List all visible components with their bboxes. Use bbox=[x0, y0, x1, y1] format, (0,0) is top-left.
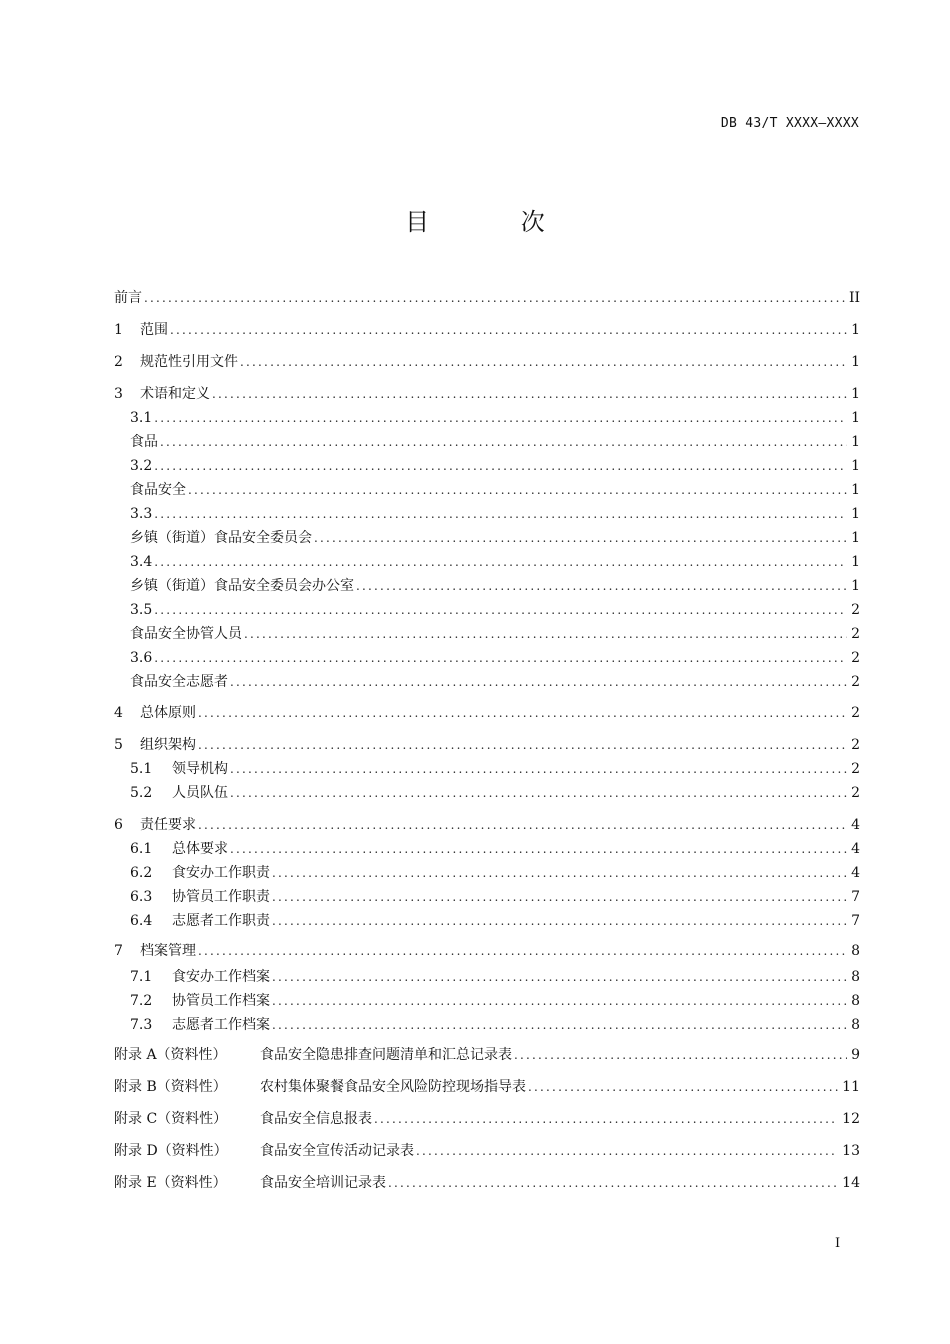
toc-leader-dots bbox=[314, 528, 847, 548]
toc-entry-label: 组织架构 bbox=[140, 737, 196, 753]
toc-entry-label: 食品安全志愿者 bbox=[130, 674, 228, 690]
toc-leader-dots bbox=[230, 672, 847, 692]
toc-entry[interactable] bbox=[130, 783, 860, 803]
toc-leader-dots bbox=[198, 735, 847, 755]
toc-leader-dots bbox=[170, 320, 847, 340]
toc-entry-number: 附录 A（资料性） bbox=[114, 1047, 227, 1063]
toc-leader-dots bbox=[388, 1173, 838, 1193]
toc-entry-label: 3.3 bbox=[130, 506, 153, 522]
toc-entry-number: 7.3 bbox=[130, 1017, 153, 1033]
toc-entry-page: 1 bbox=[851, 434, 860, 450]
toc-entry-label: 前言 bbox=[114, 290, 142, 306]
toc-entry[interactable] bbox=[130, 552, 860, 572]
toc-entry-label: 食品安全培训记录表 bbox=[260, 1175, 386, 1191]
toc-entry-page: 1 bbox=[851, 554, 860, 570]
toc-entry[interactable] bbox=[130, 967, 860, 987]
toc-entry-label: 乡镇（街道）食品安全委员会 bbox=[130, 530, 312, 546]
toc-entry-label: 协管员工作职责 bbox=[172, 889, 270, 905]
toc-leader-dots bbox=[240, 352, 847, 372]
toc-leader-dots bbox=[272, 967, 847, 987]
toc-entry-number: 3 bbox=[114, 386, 123, 402]
toc-entry-label: 食品 bbox=[130, 434, 158, 450]
toc-entry-page: 1 bbox=[851, 506, 860, 522]
toc-leader-dots bbox=[188, 480, 847, 500]
toc-entry-page: 12 bbox=[842, 1111, 860, 1127]
toc-entry-number: 6.1 bbox=[130, 841, 153, 857]
toc-entry-label: 总体要求 bbox=[172, 841, 228, 857]
toc-entry[interactable] bbox=[114, 1173, 860, 1193]
toc-leader-dots bbox=[272, 863, 847, 883]
toc-entry[interactable] bbox=[114, 735, 860, 755]
toc-entry-page: 8 bbox=[851, 943, 860, 959]
toc-entry[interactable] bbox=[114, 1141, 860, 1161]
toc-entry-page: 1 bbox=[851, 354, 860, 370]
toc-entry-page: 4 bbox=[851, 841, 860, 857]
toc-leader-dots bbox=[198, 815, 847, 835]
toc-entry-label: 食品安全 bbox=[130, 482, 186, 498]
toc-leader-dots bbox=[272, 911, 847, 931]
toc-entry-label: 总体原则 bbox=[140, 705, 196, 721]
toc-entry-page: 13 bbox=[842, 1143, 860, 1159]
toc-entry[interactable] bbox=[130, 648, 860, 668]
toc-leader-dots bbox=[416, 1141, 838, 1161]
toc-entry-number: 7.2 bbox=[130, 993, 153, 1009]
toc-entry-label: 3.6 bbox=[130, 650, 153, 666]
toc-leader-dots bbox=[198, 941, 847, 961]
toc-entry[interactable] bbox=[114, 352, 860, 372]
toc-leader-dots bbox=[154, 648, 847, 668]
toc-entry-page: 1 bbox=[851, 458, 860, 474]
toc-entry-label: 食品安全信息报表 bbox=[260, 1111, 372, 1127]
toc-leader-dots bbox=[272, 991, 847, 1011]
toc-entry-number: 附录 E（资料性） bbox=[114, 1175, 227, 1191]
toc-entry[interactable] bbox=[114, 384, 860, 404]
toc-entry-page: 2 bbox=[851, 602, 860, 618]
toc-entry-number: 5.2 bbox=[130, 785, 153, 801]
toc-entry-page: 8 bbox=[851, 1017, 860, 1033]
toc-entry-number: 5.1 bbox=[130, 761, 153, 777]
toc-entry-number: 附录 C（资料性） bbox=[114, 1111, 228, 1127]
toc-entry[interactable] bbox=[114, 288, 860, 308]
toc-entry-label: 术语和定义 bbox=[140, 386, 210, 402]
toc-entry-number: 5 bbox=[114, 737, 123, 753]
toc-entry[interactable] bbox=[130, 887, 860, 907]
toc-entry[interactable] bbox=[114, 320, 860, 340]
toc-leader-dots bbox=[356, 576, 847, 596]
toc-leader-dots bbox=[244, 624, 847, 644]
toc-entry[interactable] bbox=[130, 911, 860, 931]
toc-entry[interactable] bbox=[130, 408, 860, 428]
toc-leader-dots bbox=[272, 1015, 847, 1035]
toc-entry-page: 1 bbox=[851, 386, 860, 402]
toc-entry-label: 3.5 bbox=[130, 602, 153, 618]
toc-entry-number: 附录 D（资料性） bbox=[114, 1143, 228, 1159]
toc-entry[interactable] bbox=[114, 1045, 860, 1065]
toc-entry-number: 2 bbox=[114, 354, 123, 370]
toc-entry-label: 食品安全协管人员 bbox=[130, 626, 242, 642]
toc-leader-dots bbox=[198, 703, 847, 723]
toc-entry[interactable] bbox=[130, 759, 860, 779]
toc-entry-label: 志愿者工作职责 bbox=[172, 913, 270, 929]
toc-entry[interactable] bbox=[114, 703, 860, 723]
toc-leader-dots bbox=[154, 600, 847, 620]
toc-leader-dots bbox=[374, 1109, 838, 1129]
toc-leader-dots bbox=[154, 408, 847, 428]
toc-entry-page: 1 bbox=[851, 410, 860, 426]
toc-entry-page: 2 bbox=[851, 705, 860, 721]
toc-entry-label: 乡镇（街道）食品安全委员会办公室 bbox=[130, 578, 354, 594]
toc-entry-page: 2 bbox=[851, 785, 860, 801]
toc-entry-page: 1 bbox=[851, 482, 860, 498]
toc-entry-page: 9 bbox=[851, 1047, 860, 1063]
toc-entry[interactable] bbox=[114, 941, 860, 961]
toc-entry[interactable] bbox=[130, 672, 860, 692]
toc-entry-label: 农村集体聚餐食品安全风险防控现场指导表 bbox=[260, 1079, 526, 1095]
toc-leader-dots bbox=[154, 504, 847, 524]
page-number: I bbox=[835, 1236, 841, 1251]
toc-entry-label: 规范性引用文件 bbox=[140, 354, 238, 370]
toc-entry-label: 3.1 bbox=[130, 410, 153, 426]
toc-entry-label: 范围 bbox=[140, 322, 168, 338]
toc-entry-page: 7 bbox=[851, 889, 860, 905]
toc-entry[interactable] bbox=[130, 480, 860, 500]
toc-entry-label: 食安办工作职责 bbox=[172, 865, 270, 881]
toc-entry-page: 1 bbox=[851, 530, 860, 546]
toc-entry-page: 2 bbox=[851, 626, 860, 642]
toc-leader-dots bbox=[514, 1045, 847, 1065]
toc-entry-page: 7 bbox=[851, 913, 860, 929]
toc-entry[interactable] bbox=[114, 815, 860, 835]
toc-entry-label: 责任要求 bbox=[140, 817, 196, 833]
toc-entry-page: 1 bbox=[851, 578, 860, 594]
toc-entry-page: 8 bbox=[851, 993, 860, 1009]
toc-entry-page: 2 bbox=[851, 650, 860, 666]
toc-leader-dots bbox=[230, 839, 847, 859]
toc-entry-page: 2 bbox=[851, 737, 860, 753]
toc-entry-label: 食品安全隐患排查问题清单和汇总记录表 bbox=[260, 1047, 512, 1063]
toc-leader-dots bbox=[230, 759, 847, 779]
toc-entry-page: 11 bbox=[842, 1079, 860, 1095]
toc-entry[interactable] bbox=[130, 432, 860, 452]
toc-entry-number: 4 bbox=[114, 705, 123, 721]
toc-entry-page: 2 bbox=[851, 761, 860, 777]
toc-entry-label: 协管员工作档案 bbox=[172, 993, 270, 1009]
toc-entry-label: 3.4 bbox=[130, 554, 153, 570]
toc-entry-number: 6.4 bbox=[130, 913, 153, 929]
page-title: 目 次 bbox=[405, 208, 587, 236]
toc-entry[interactable] bbox=[130, 1015, 860, 1035]
toc-entry-number: 6.3 bbox=[130, 889, 153, 905]
toc-entry-number: 7.1 bbox=[130, 969, 153, 985]
toc-leader-dots bbox=[144, 288, 845, 308]
toc-entry-number: 7 bbox=[114, 943, 123, 959]
toc-entry-label: 领导机构 bbox=[172, 761, 228, 777]
toc-leader-dots bbox=[528, 1077, 838, 1097]
toc-leader-dots bbox=[212, 384, 847, 404]
toc-entry-number: 6 bbox=[114, 817, 123, 833]
toc-leader-dots bbox=[272, 887, 847, 907]
toc-entry[interactable] bbox=[130, 991, 860, 1011]
toc-entry-page: 2 bbox=[851, 674, 860, 690]
toc-entry[interactable] bbox=[114, 1077, 860, 1097]
toc-entry[interactable] bbox=[130, 839, 860, 859]
toc-entry-number: 1 bbox=[114, 322, 123, 338]
toc-entry[interactable] bbox=[130, 576, 860, 596]
toc-leader-dots bbox=[154, 456, 847, 476]
toc-entry-label: 食安办工作档案 bbox=[172, 969, 270, 985]
toc-entry-page: 4 bbox=[851, 865, 860, 881]
toc-entry-label: 3.2 bbox=[130, 458, 153, 474]
toc-entry-page: 8 bbox=[851, 969, 860, 985]
toc-leader-dots bbox=[154, 552, 847, 572]
toc-entry-page: II bbox=[848, 290, 860, 306]
toc-entry[interactable] bbox=[130, 600, 860, 620]
toc-entry-number: 6.2 bbox=[130, 865, 153, 881]
toc-entry-number: 附录 B（资料性） bbox=[114, 1079, 227, 1095]
toc-entry-label: 食品安全宣传活动记录表 bbox=[260, 1143, 414, 1159]
toc-entry-label: 志愿者工作档案 bbox=[172, 1017, 270, 1033]
toc-entry[interactable] bbox=[130, 624, 860, 644]
toc-entry-label: 人员队伍 bbox=[172, 785, 228, 801]
toc-entry[interactable] bbox=[114, 1109, 860, 1129]
toc-entry-page: 1 bbox=[851, 322, 860, 338]
toc-entry[interactable] bbox=[130, 528, 860, 548]
toc-entry[interactable] bbox=[130, 504, 860, 524]
toc-entry-page: 14 bbox=[842, 1175, 860, 1191]
toc-entry[interactable] bbox=[130, 456, 860, 476]
toc-leader-dots bbox=[160, 432, 847, 452]
toc-entry-page: 4 bbox=[851, 817, 860, 833]
toc-entry[interactable] bbox=[130, 863, 860, 883]
toc-leader-dots bbox=[230, 783, 847, 803]
standard-code: DB 43/T XXXX—XXXX bbox=[720, 116, 859, 131]
toc-entry-label: 档案管理 bbox=[140, 943, 196, 959]
